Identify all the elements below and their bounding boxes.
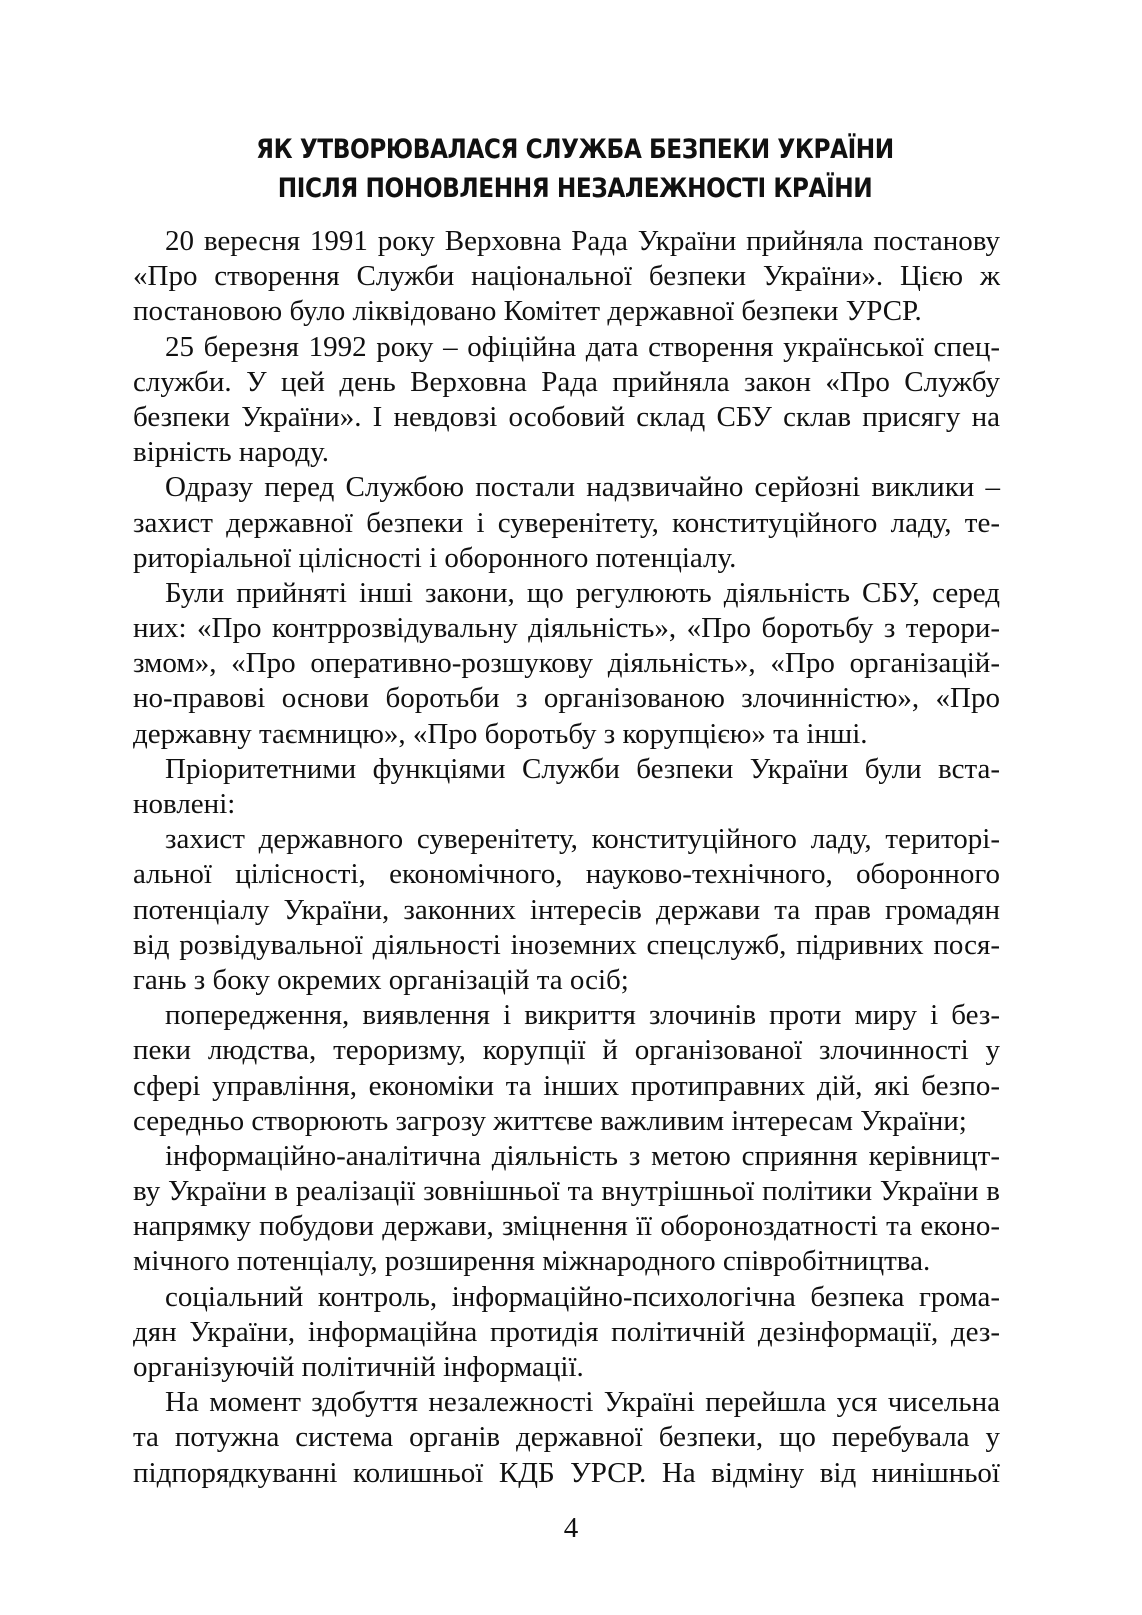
- body-text: [133, 224, 1000, 1491]
- title-line-1: ЯК УТВОРЮВАЛАСЯ СЛУЖБА БЕЗПЕКИ УКРАЇНИ: [256, 134, 894, 166]
- paragraph-1: [133, 224, 1000, 330]
- text-line: захист державної безпеки і суверенітету, конституційного ладу, те-: [133, 506, 1000, 539]
- text-line: захист державного суверенітету, конституційного ладу, територі-: [165, 823, 1000, 856]
- paragraph-7-list-item: [133, 998, 1000, 1139]
- page-number: 4: [563, 1512, 579, 1544]
- text-line: служби. У цей день Верховна Рада прийняла закон «Про Службу: [133, 365, 1000, 398]
- text-line: них: «Про контррозвідувальну діяльність», «Про боротьбу з терори-: [133, 612, 1000, 645]
- text-line: попередження, виявлення і викриття злочинів проти миру і без-: [165, 999, 1000, 1032]
- text-line: інформаційно-аналітична діяльність з метою сприяння керівницт-: [165, 1139, 1000, 1172]
- text-line: Були прийняті інші закони, що регулюють діяльність СБУ, серед: [165, 576, 1000, 609]
- paragraph-5: [133, 752, 1000, 822]
- text-line: змом», «Про оперативно-розшукову діяльність», «Про організацій-: [133, 647, 1000, 680]
- text-line: гань з боку окремих організацій та осіб;: [133, 963, 629, 996]
- text-line: від розвідувальної діяльності іноземних спецслужб, підривних пося-: [133, 928, 1000, 961]
- text-line: риторіальної цілісності і оборонного потенціалу.: [133, 541, 737, 574]
- text-line: Одразу перед Службою постали надзвичайно серйозні виклики –: [165, 471, 1000, 504]
- text-line: пеки людства, тероризму, корупції й організованої злочинності у: [133, 1034, 1000, 1067]
- text-line: ву України в реалізації зовнішньої та внутрішньої політики України в: [133, 1175, 1000, 1208]
- text-line: потенціалу України, законних інтересів держави та прав громадян: [133, 893, 1000, 926]
- title-line-2: ПІСЛЯ ПОНОВЛЕННЯ НЕЗАЛЕЖНОСТІ КРАЇНИ: [277, 173, 873, 205]
- paragraph-3: [133, 470, 1000, 576]
- text-line: На момент здобуття незалежності Україні перейшла уся чисельна: [165, 1386, 1000, 1419]
- text-line: дян України, інформаційна протидія політичній дезінформації, дез-: [133, 1315, 1000, 1348]
- text-line: організуючій політичній інформації.: [133, 1351, 584, 1383]
- text-line: безпеки України». І невдовзі особовий склад СБУ склав присягу на: [133, 400, 1000, 433]
- text-line: вірність народу.: [133, 436, 330, 469]
- paragraph-10: [133, 1385, 1000, 1491]
- text-line: Пріоритетними функціями Служби безпеки України були вста-: [165, 752, 1000, 785]
- text-line: мічного потенціалу, розширення міжнародного співробітництва.: [133, 1245, 931, 1278]
- text-line: сфері управління, економіки та інших протиправних дій, які безпо-: [133, 1069, 1000, 1102]
- text-line: державну таємницю», «Про боротьбу з корупцією» та інші.: [133, 717, 868, 750]
- text-line: напрямку побудови держави, зміцнення її обороноздатності та еконо-: [133, 1210, 1000, 1243]
- text-line: альної цілісності, економічного, науково-технічного, оборонного: [133, 858, 1000, 891]
- paragraph-8-list-item: [133, 1139, 1000, 1280]
- paragraph-2: [133, 330, 1000, 471]
- text-line: 20 вересня 1991 року Верховна Рада України прийняла постанову: [165, 225, 1000, 257]
- text-line: 25 березня 1992 року – офіційна дата створення української спец-: [165, 330, 1000, 363]
- text-line: новлені:: [133, 788, 236, 820]
- text-line: «Про створення Служби національної безпеки України». Цією ж: [133, 260, 1000, 293]
- paragraph-4: [133, 576, 1000, 752]
- text-line: та потужна система органів державної безпеки, що перебувала у: [133, 1421, 1000, 1454]
- paragraph-9-list-item: [133, 1280, 1000, 1386]
- text-line: но-правові основи боротьби з організованою злочинністю», «Про: [133, 682, 1000, 715]
- text-line: соціальний контроль, інформаційно-психологічна безпека грома-: [165, 1280, 1000, 1313]
- text-line: постановою було ліквідовано Комітет державної безпеки УРСР.: [133, 295, 922, 328]
- page-title: [210, 130, 941, 208]
- paragraph-6-list-item: [133, 822, 1000, 998]
- text-line: підпорядкуванні колишньої КДБ УРСР. На відміну від нинішньої: [133, 1456, 1000, 1489]
- text-line: середньо створюють загрозу життєве важливим інтересам України;: [133, 1104, 967, 1137]
